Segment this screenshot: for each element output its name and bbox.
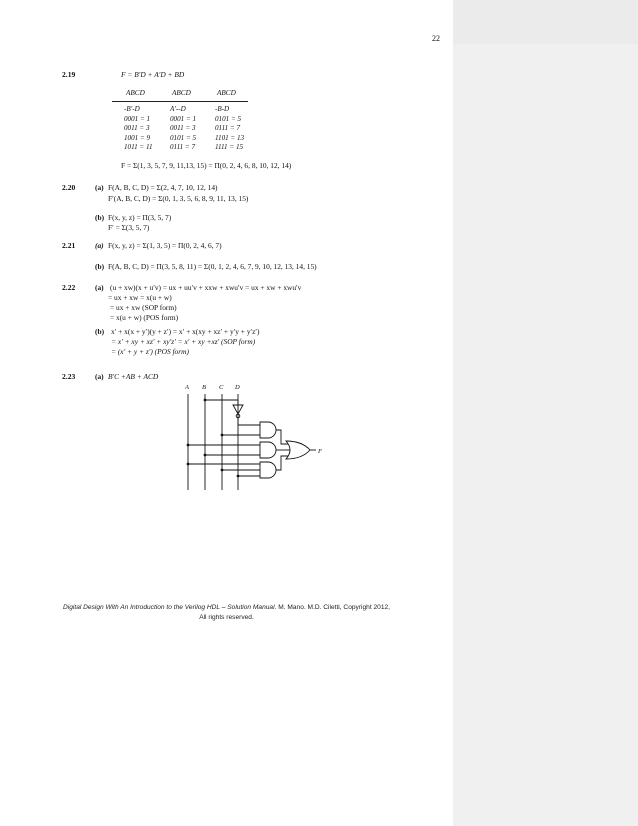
truth-table-cell: -B-D [215, 105, 230, 113]
problem-2-20-b-line1: F(x, y, z) = Π(3, 5, 7) [108, 213, 172, 222]
truth-table-cell: 1101 = 13 [215, 133, 245, 142]
problem-2-22-a-line2: = ux + xw = x(u + w) [108, 293, 172, 302]
footer-line-1 [0, 604, 453, 611]
truth-table-cell: 0111 = 7 [215, 124, 241, 133]
part-a-tag: (a) [95, 183, 104, 192]
part-a-tag: (a) [95, 372, 104, 381]
junction-dot [221, 434, 224, 437]
part-b-tag: (b) [95, 327, 105, 336]
truth-table-cell: 0001 = 1 [170, 114, 197, 123]
problem-number-2-22: 2.22 [62, 283, 76, 292]
truth-table-cell: A′--D [170, 105, 186, 113]
truth-table-cell: -B′-D [124, 105, 140, 113]
comment-sidebar-header [453, 0, 638, 44]
junction-dot [237, 475, 240, 478]
logic-circuit-diagram [178, 380, 328, 500]
junction-dot [187, 444, 190, 447]
footer-title: Digital Design With An Introduction to the Verilog HDL – Solution Manual [63, 604, 275, 611]
page-number: 22 [432, 34, 440, 43]
problem-2-22-b-line1: x′ + x(x + y′)(y + z′) = x′ + x(xy + xz′ + y′y + y′z′) [111, 327, 260, 336]
input-label-b: B [202, 384, 206, 391]
junction-dot [221, 469, 224, 472]
part-a-tag: (a) [95, 241, 104, 250]
comment-sidebar [453, 0, 638, 826]
input-label-c: C [219, 384, 224, 391]
truth-table-col-3 [215, 105, 244, 153]
problem-2-21-b-line: F(A, B, C, D) = Π(3, 5, 8, 11) = Σ(0, 1, 2, 4, 6, 7, 9, 10, 12, 13, 14, 15) [108, 262, 317, 271]
problem-number-2-19: 2.19 [62, 70, 76, 79]
part-b-tag: (b) [95, 213, 105, 222]
and-gate-1-icon [260, 422, 276, 438]
truth-table-cell: 0111 = 7 [170, 143, 196, 152]
footer-credits: . M. Mano. M.D. Ciletti, Copyright 2012, [274, 604, 390, 611]
truth-table-header-3: ABCD [217, 89, 236, 97]
truth-table-col-2 [170, 105, 196, 153]
truth-table-cell: 1001 = 9 [124, 133, 151, 142]
junction-dot [204, 399, 207, 402]
truth-table-cell: 1011 = 11 [124, 143, 153, 152]
input-label-d: D [235, 384, 240, 391]
truth-table-rule [112, 101, 248, 102]
problem-2-22-a-line4: = x(u + w) (POS form) [110, 313, 179, 322]
problem-number-2-20: 2.20 [62, 183, 76, 192]
truth-table-cell: 0101 = 5 [215, 114, 242, 123]
problem-2-22-a-line1: (u + xw)(x + u′v) = ux + uu′v + xxw + xwu′v = ux + xw + xwu′v [110, 283, 302, 292]
problem-2-20-b-line2: F′ = Σ(3, 5, 7) [108, 223, 150, 232]
truth-table-header-1: ABCD [126, 89, 145, 97]
problem-2-21-a-line: F(x, y, z) = Σ(1, 3, 5) = Π(0, 2, 4, 6, 7) [108, 241, 222, 250]
problem-2-23-a-expression: B′C +AB + ACD [108, 372, 159, 381]
problem-2-20-a-line1: F(A, B, C, D) = Σ(2, 4, 7, 10, 12, 14) [108, 183, 218, 192]
problem-2-22-a-line3: = ux + xw (SOP form) [110, 303, 177, 312]
output-label-f: F [318, 448, 322, 455]
problem-number-2-21: 2.21 [62, 241, 76, 250]
truth-table-cell: 0101 = 5 [170, 133, 197, 142]
input-label-a: A [185, 384, 189, 391]
junction-dot [187, 463, 190, 466]
truth-table-cell: 0001 = 1 [124, 114, 151, 123]
part-b-tag: (b) [95, 262, 105, 271]
truth-table-cell: 0011 = 3 [124, 124, 150, 133]
and-gate-3-icon [260, 462, 276, 478]
problem-2-19-result: F = Σ(1, 3, 5, 7, 9, 11,13, 15) = Π(0, 2, 4, 6, 8, 10, 12, 14) [121, 161, 292, 170]
truth-table-header-2: ABCD [172, 89, 191, 97]
footer-line-2: All rights reserved. [199, 614, 254, 621]
problem-2-22-b-line2: = x′ + xy + xz′ + xy′z′ = x′ + xy +xz′ (SOP form) [111, 337, 256, 346]
junction-dot [204, 454, 207, 457]
part-a-tag: (a) [95, 283, 104, 292]
truth-table-cell: 1111 = 15 [215, 143, 244, 152]
problem-2-19-equation: F = B′D + A′D + BD [121, 70, 185, 79]
and-gate-2-icon [260, 442, 276, 458]
problem-2-20-a-line2: F′(A, B, C, D) = Σ(0, 1, 3, 5, 6, 8, 9, 11, 13, 15) [108, 194, 249, 203]
truth-table-col-1 [124, 105, 153, 153]
problem-number-2-23: 2.23 [62, 372, 76, 381]
or-gate-icon [286, 441, 310, 459]
problem-2-22-b-line3: = (x′ + y + z′) (POS form) [111, 347, 189, 356]
truth-table-cell: 0011 = 3 [170, 124, 196, 133]
